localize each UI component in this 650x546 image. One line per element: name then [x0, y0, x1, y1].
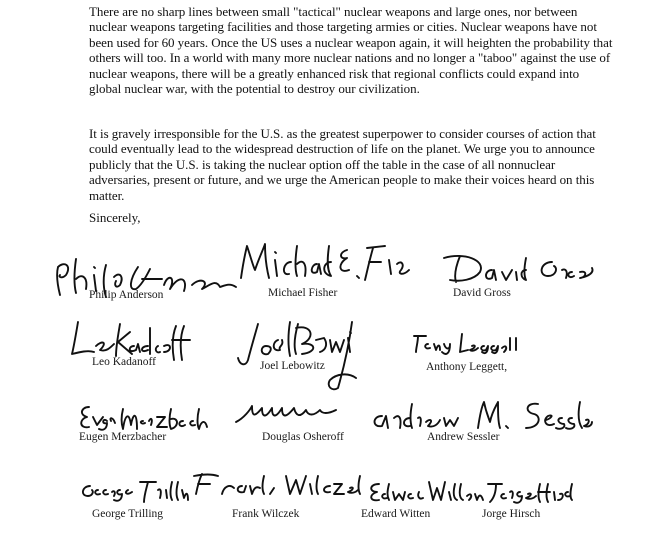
signatory-name: Frank Wilczek	[232, 508, 300, 520]
letter-paragraph-1: There are no sharp lines between small "tactical" nuclear weapons and large ones, nor between nuclear weapons targeting facilities and those targeting armies or cities. Nuclear weapons have not been used for 60 years. Once the US uses a nuclear weapon again, it will heighten the probability that others will too. In a world with many more nuclear nations and no longer a "taboo" against the use of nuclear weapons, there will be a greatly enhanced risk that regional conflicts could expand into global nuclear war, with the potential to destroy our civilization.	[89, 4, 613, 97]
signatory-name: Anthony Leggett,	[426, 361, 508, 373]
letter-paragraph-2: It is gravely irresponsible for the U.S. as the greatest superpower to consider courses of action that could eventually lead to the widespread destruction of life on the planet. We urge you to announce publicly that the U.S. is taking the nuclear option off the table in the case of all nonnuclear adversaries, present or future, and we urge the American people to make their voices heard on this matter.	[89, 126, 596, 203]
signatory-name: Andrew Sessler	[427, 431, 500, 443]
signatory-name: Jorge Hirsch	[482, 508, 541, 520]
signatory-name: Douglas Osheroff	[262, 431, 344, 443]
signatory-name: Leo Kadanoff	[92, 356, 156, 368]
signatory-name: Edward Witten	[361, 508, 431, 520]
signatory-name: David Gross	[453, 287, 511, 299]
signatory-name: Eugen Merzbacher	[79, 431, 167, 443]
signatory-name: Joel Lebowitz	[260, 360, 325, 372]
signatory-name: Philip Anderson	[89, 289, 164, 301]
signatory-name: Michael Fisher	[268, 287, 338, 299]
signatory-name: George Trilling	[92, 508, 164, 520]
closing-salutation: Sincerely,	[89, 210, 141, 225]
